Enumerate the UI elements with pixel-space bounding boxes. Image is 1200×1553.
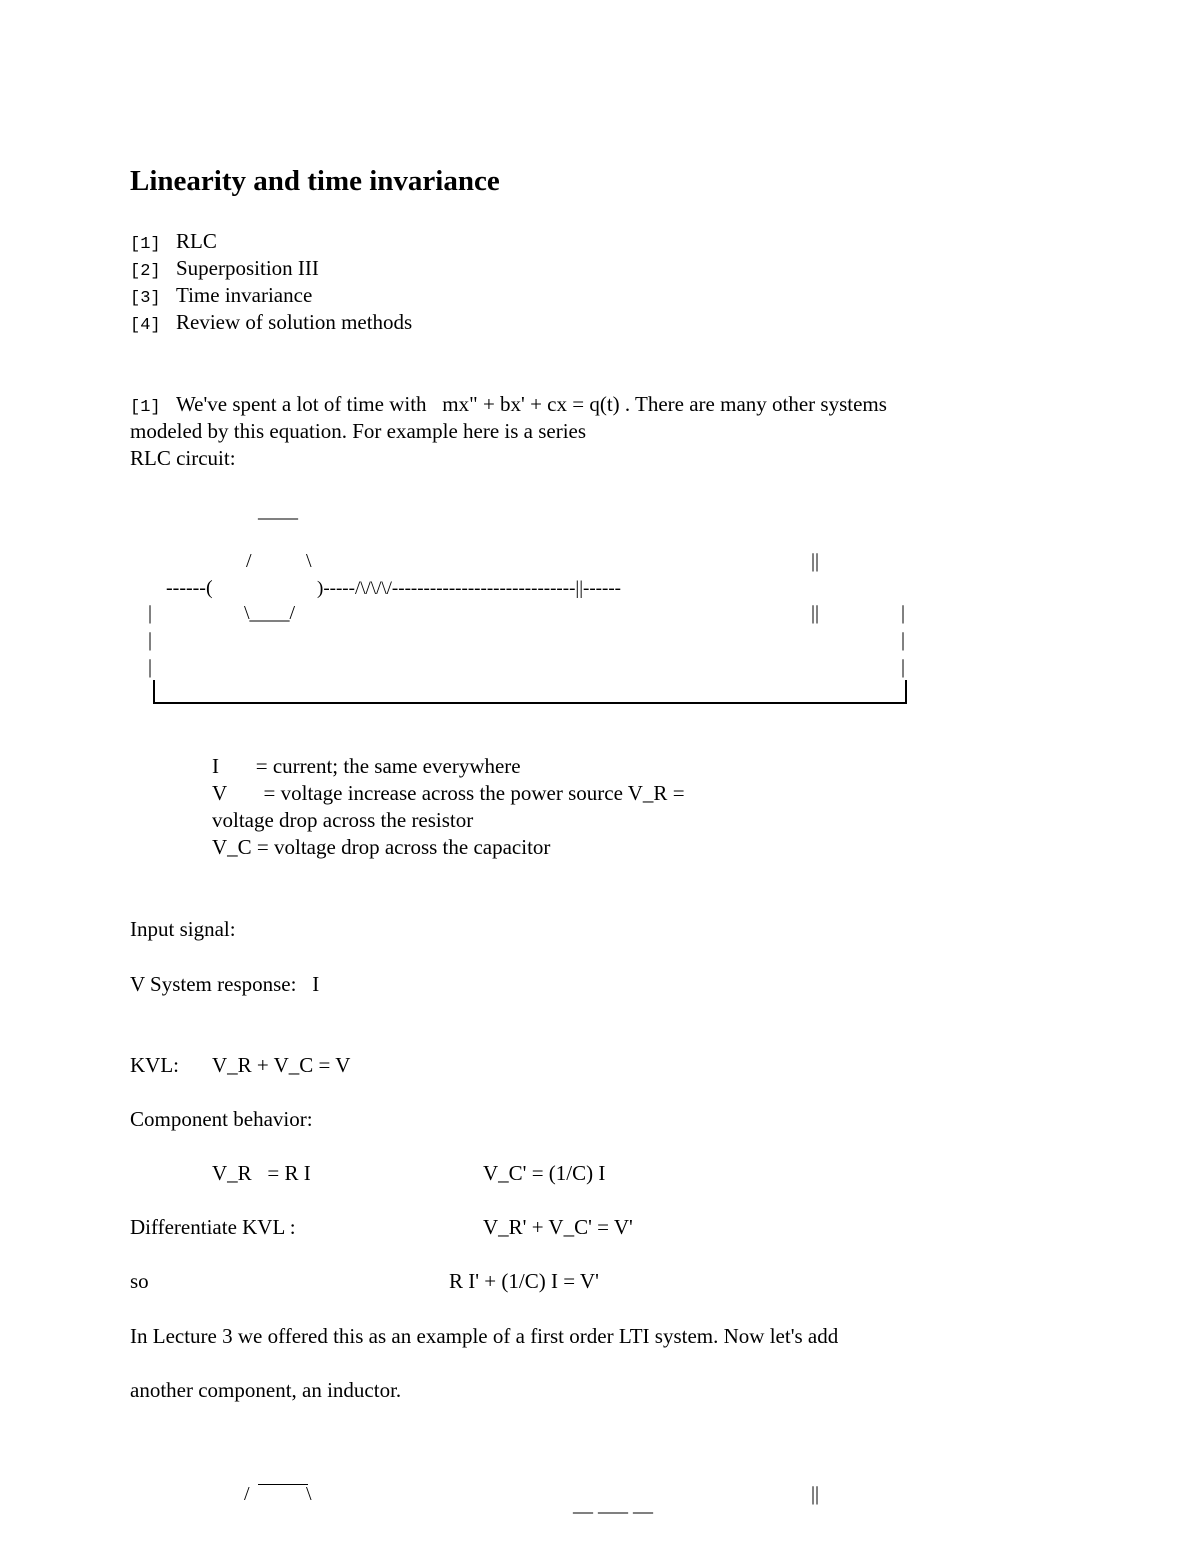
capacitor-top: || (811, 550, 820, 572)
left-wire-corner (153, 680, 155, 704)
toc-label: Review of solution methods (176, 310, 413, 334)
definition-current: I = current; the same everywhere (212, 754, 521, 778)
lecture-text-2: another component, an inductor. (130, 1378, 402, 1402)
section-number: [1] (130, 398, 161, 417)
source-bottom: \____/ (244, 602, 296, 624)
source-top-bar: ____ (258, 500, 298, 522)
resistor-equation: V_R = R I (212, 1161, 311, 1185)
right-wire-segment: | (901, 629, 906, 651)
definition-capacitor: V_C = voltage drop across the capacitor (212, 835, 551, 859)
inductor-symbol: __ ___ __ (573, 1494, 653, 1516)
source-top-bar (258, 1484, 308, 1485)
source-right-backslash: \ (306, 1483, 312, 1505)
toc-number: [1] (130, 235, 161, 254)
toc-number: [3] (130, 289, 161, 308)
left-wire-segment: | (148, 602, 153, 624)
differentiated-equation: V_R' + V_C' = V' (483, 1215, 633, 1239)
input-signal-label: Input signal: (130, 917, 236, 941)
intro-line-1 (130, 391, 887, 421)
source-right-backslash: \ (306, 550, 312, 572)
system-response-label: V System response: I (130, 972, 320, 996)
kvl-label: KVL: (130, 1053, 179, 1077)
capacitor-bottom: || (811, 602, 820, 624)
page-title: Linearity and time invariance (130, 165, 500, 197)
so-label: so (130, 1269, 149, 1293)
intro-line-3: RLC circuit: (130, 446, 236, 470)
right-wire-segment: | (901, 656, 906, 678)
source-left-slash: / (244, 1483, 250, 1505)
source-left-slash: / (246, 550, 252, 572)
left-wire-segment: | (148, 629, 153, 651)
final-equation: R I' + (1/C) I = V' (449, 1269, 599, 1293)
kvl-equation: V_R + V_C = V (212, 1053, 351, 1077)
toc-item-3 (130, 282, 312, 312)
toc-item-1 (130, 228, 217, 258)
intro-text-1: We've spent a lot of time with mx" + bx' + cx = q(t) . There are many other systems (176, 392, 887, 416)
bottom-wire (153, 702, 907, 704)
left-lead: ------( (166, 577, 213, 599)
toc-item-2 (130, 255, 319, 285)
differentiate-label: Differentiate KVL : (130, 1215, 296, 1239)
toc-number: [4] (130, 316, 161, 335)
toc-label: Time invariance (176, 283, 313, 307)
component-behavior-label: Component behavior: (130, 1107, 313, 1131)
toc-label: RLC (176, 229, 217, 253)
definition-voltage: V = voltage increase across the power source V_R = (212, 781, 685, 805)
intro-line-2: modeled by this equation. For example here is a series (130, 419, 587, 443)
toc-item-4 (130, 309, 412, 339)
toc-label: Superposition III (176, 256, 319, 280)
toc-number: [2] (130, 262, 161, 281)
resistor-and-wire: )-----/\/\/\/-----------------------------||------ (317, 578, 621, 599)
lecture-text-1: In Lecture 3 we offered this as an example of a first order LTI system. Now let's add (130, 1324, 839, 1348)
definition-resistor: voltage drop across the resistor (212, 808, 474, 832)
right-wire-segment: | (901, 602, 906, 624)
right-wire-corner (905, 680, 907, 704)
capacitor-symbol: || (811, 1483, 820, 1505)
left-wire-segment: | (148, 656, 153, 678)
capacitor-equation: V_C' = (1/C) I (483, 1161, 606, 1185)
